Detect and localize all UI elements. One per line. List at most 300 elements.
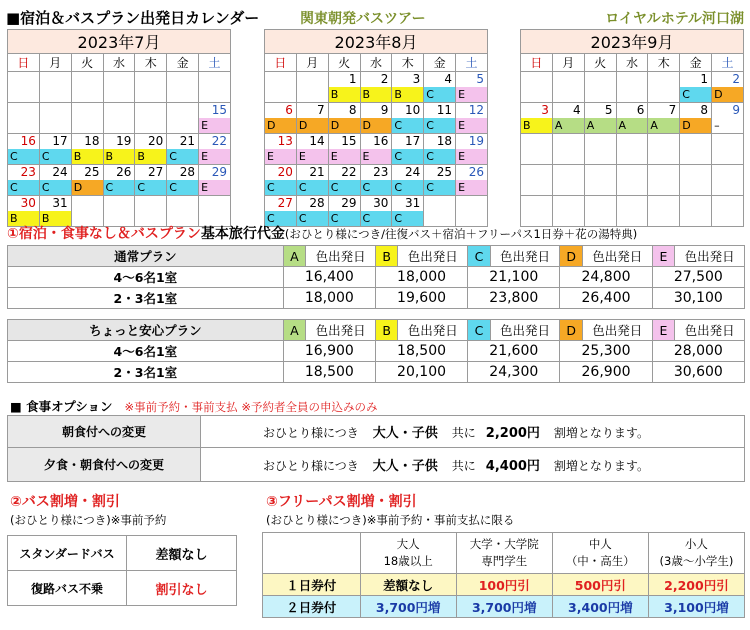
- calendar-empty-day: [265, 72, 297, 103]
- color-swatch-e: E: [652, 246, 675, 267]
- departure-color-code: E: [361, 149, 392, 164]
- meal-post: 割増となります。: [553, 426, 649, 440]
- freepass-note: (おひとり様につき)※事前予約・事前支払に限る: [266, 513, 515, 527]
- day-number: 18: [84, 134, 100, 148]
- day-number: 12: [468, 103, 484, 117]
- day-number: 6: [636, 103, 645, 117]
- day-number: 8: [700, 103, 709, 117]
- calendar-day[interactable]: [103, 165, 135, 196]
- freepass-row: [263, 574, 745, 596]
- calendar-empty-day: [8, 103, 40, 134]
- meal-title-label: ■ 食事オプション: [10, 399, 113, 414]
- hotel-name: ロイヤルホテル河口湖: [605, 11, 744, 27]
- day-number: 15: [341, 134, 357, 148]
- calendar-day[interactable]: [648, 103, 680, 134]
- calendar-day[interactable]: [8, 196, 40, 227]
- day-number: 30: [373, 196, 389, 210]
- day-number: 25: [84, 165, 100, 179]
- calendar-day[interactable]: [360, 72, 392, 103]
- day-number: 31: [404, 196, 421, 210]
- calendar-day[interactable]: [296, 103, 328, 134]
- departure-color-code: E: [297, 149, 328, 164]
- calendar-empty-day: [167, 72, 199, 103]
- day-number: 31: [52, 196, 68, 210]
- price-a: 18,500: [283, 362, 375, 383]
- day-number: 22: [211, 134, 227, 148]
- calendar-empty-day: [616, 196, 648, 227]
- departure-color-code: C: [40, 149, 71, 164]
- departure-color-code: B: [392, 87, 423, 102]
- calendar-1: [7, 29, 231, 227]
- day-number: 16: [373, 134, 389, 148]
- color-departure-label: 色出発日: [398, 246, 468, 267]
- calendar-empty-day: [648, 134, 680, 165]
- calendar-month-title: 2023年7月: [8, 30, 231, 54]
- color-departure-label: 色出発日: [675, 320, 745, 341]
- meal-option-detail: [201, 416, 745, 448]
- calendar-day[interactable]: [584, 103, 616, 134]
- calendar-day[interactable]: [39, 134, 71, 165]
- freepass-head-line2: （中・高生）: [565, 554, 635, 568]
- calendar-day[interactable]: [521, 103, 553, 134]
- price-c: 24,300: [468, 362, 560, 383]
- departure-color-code: C: [424, 180, 455, 195]
- departure-color-code: E: [329, 149, 360, 164]
- day-number: 3: [541, 103, 549, 117]
- color-departure-label: 色出発日: [306, 320, 376, 341]
- calendar-empty-day: [680, 165, 712, 196]
- departure-color-code: C: [424, 87, 455, 102]
- calendar-3: [520, 29, 744, 227]
- calendar-day[interactable]: [135, 134, 167, 165]
- color-swatch-b: B: [375, 320, 398, 341]
- departure-color-code: C: [40, 180, 71, 195]
- departure-color-code: D: [265, 118, 296, 133]
- calendar-day[interactable]: [360, 165, 392, 196]
- freepass-value: 2,200円引: [648, 574, 744, 596]
- calendar-empty-day: [103, 72, 135, 103]
- price-d: 25,300: [560, 341, 652, 362]
- calendars: [7, 29, 747, 225]
- departure-color-code: C: [329, 211, 360, 226]
- day-number: 23: [373, 165, 389, 179]
- color-swatch-a: A: [283, 320, 306, 341]
- day-number: 2: [380, 72, 389, 86]
- freepass-value: 3,700円増: [456, 596, 552, 618]
- day-number: 23: [20, 165, 36, 179]
- day-number: 29: [211, 165, 227, 179]
- departure-color-code: E: [456, 118, 487, 133]
- departure-color-code: C: [8, 180, 39, 195]
- departure-color-code: C: [680, 87, 711, 102]
- departure-color-code: D: [329, 118, 360, 133]
- departure-color-code: A: [585, 118, 616, 133]
- color-swatch-d: D: [560, 320, 583, 341]
- day-number: 26: [116, 165, 132, 179]
- freepass-head: [552, 533, 648, 574]
- calendar-day[interactable]: [167, 165, 199, 196]
- day-number: 21: [309, 165, 325, 179]
- calendar-day[interactable]: [199, 165, 231, 196]
- calendar-2: [264, 29, 488, 227]
- price-e: 30,600: [652, 362, 744, 383]
- day-number: 21: [179, 134, 196, 148]
- calendar-day[interactable]: [392, 134, 424, 165]
- meal-mid: 共に: [451, 459, 476, 473]
- calendar-day[interactable]: [265, 103, 297, 134]
- calendar-empty-day: [616, 134, 648, 165]
- day-number: 1: [700, 72, 709, 86]
- calendar-day[interactable]: [456, 72, 488, 103]
- departure-color-code: C: [8, 149, 39, 164]
- freepass-head: [648, 533, 744, 574]
- calendar-day[interactable]: [328, 72, 360, 103]
- departure-color-code: E: [456, 87, 487, 102]
- weekday-label: 土: [712, 54, 744, 72]
- color-departure-label: 色出発日: [490, 246, 560, 267]
- weekday-label: 水: [103, 54, 135, 72]
- calendar-day[interactable]: [328, 196, 360, 227]
- calendar-empty-day: [103, 103, 135, 134]
- departure-color-code: C: [265, 211, 296, 226]
- bus-row: [8, 571, 237, 606]
- price-b: 18,500: [375, 341, 467, 362]
- calendar-day[interactable]: [424, 165, 456, 196]
- calendar-day[interactable]: [135, 165, 167, 196]
- bus-option-label: スタンダードバス: [8, 536, 127, 571]
- freepass-value: 3,100円増: [648, 596, 744, 618]
- room-type: 2・3名1室: [8, 362, 284, 383]
- color-swatch-e: E: [652, 320, 675, 341]
- day-number: 7: [317, 103, 325, 117]
- calendar-empty-day: [552, 165, 584, 196]
- calendar-day[interactable]: [456, 165, 488, 196]
- meal-price: 4,400円: [485, 459, 540, 474]
- meal-who: 大人・子供: [372, 459, 438, 474]
- day-number: 28: [179, 165, 196, 179]
- section1-title-note: (おひとり様につき/往復バス＋宿泊＋フリーパス1日券＋花の湯特典): [284, 227, 638, 241]
- bus-option-value: 差額なし: [127, 536, 237, 571]
- day-number: 4: [573, 103, 581, 117]
- calendar-empty-day: [680, 134, 712, 165]
- meal-title: [10, 397, 377, 415]
- day-number: 3: [412, 72, 421, 86]
- day-number: 24: [404, 165, 421, 179]
- calendar-day[interactable]: [8, 134, 40, 165]
- weekday-label: 木: [135, 54, 167, 72]
- freepass-row: [263, 596, 745, 618]
- price-a: 18,000: [283, 288, 375, 309]
- day-number: 14: [309, 134, 325, 148]
- plan-name: ちょっと安心プラン: [8, 320, 284, 341]
- calendar-day[interactable]: [392, 103, 424, 134]
- freepass-head-line1: 大学・大学院: [469, 537, 539, 551]
- bus-option-value: 割引なし: [127, 571, 237, 606]
- color-departure-label: 色出発日: [490, 320, 560, 341]
- departure-color-code: D: [361, 118, 392, 133]
- color-departure-label: 色出発日: [582, 246, 652, 267]
- calendar-day[interactable]: [265, 134, 297, 165]
- section1-title: [7, 223, 637, 243]
- departure-color-code: C: [392, 149, 423, 164]
- color-swatch-c: C: [468, 320, 491, 341]
- calendar-day[interactable]: [392, 72, 424, 103]
- day-number: 25: [436, 165, 453, 179]
- color-swatch-a: A: [283, 246, 306, 267]
- calendar-empty-day: [456, 196, 488, 227]
- departure-color-code: D: [72, 180, 103, 195]
- weekday-label: 月: [39, 54, 71, 72]
- calendar-day[interactable]: [680, 103, 712, 134]
- day-number: 15: [211, 103, 227, 117]
- calendar-empty-day: [552, 72, 584, 103]
- departure-color-code: E: [456, 149, 487, 164]
- price-d: 26,900: [560, 362, 652, 383]
- calendar-day[interactable]: [71, 165, 103, 196]
- calendar-empty-day: [71, 103, 103, 134]
- departure-color-code: C: [361, 211, 392, 226]
- page-title: ■宿泊＆バスプラン出発日カレンダー: [6, 9, 260, 27]
- price-b: 20,100: [375, 362, 467, 383]
- color-departure-label: 色出発日: [398, 320, 468, 341]
- calendar-day[interactable]: [39, 196, 71, 227]
- weekday-label: 月: [552, 54, 584, 72]
- calendar-day[interactable]: [424, 134, 456, 165]
- calendar-day[interactable]: [296, 134, 328, 165]
- price-d: 26,400: [560, 288, 652, 309]
- calendar-day[interactable]: [71, 134, 103, 165]
- weekday-label: 金: [680, 54, 712, 72]
- day-number: 27: [147, 165, 164, 179]
- calendar-empty-day: [39, 72, 71, 103]
- calendar-empty-day: [167, 196, 199, 227]
- calendar-month-title: 2023年9月: [521, 30, 744, 54]
- calendar-day[interactable]: [328, 103, 360, 134]
- day-number: 20: [147, 134, 164, 148]
- calendar-empty-day: [71, 72, 103, 103]
- departure-color-code: C: [424, 118, 455, 133]
- calendar-day[interactable]: [103, 134, 135, 165]
- calendar-day[interactable]: [424, 72, 456, 103]
- bus-row: [8, 536, 237, 571]
- calendar-empty-day: [199, 72, 231, 103]
- meal-price: 2,200円: [485, 426, 540, 441]
- bus-title: ②バス割増・割引: [10, 494, 120, 510]
- departure-color-code: C: [329, 180, 360, 195]
- freepass-title: ③フリーパス割増・割引: [266, 494, 417, 510]
- tour-subtitle: 関東朝発バスツアー: [300, 11, 426, 27]
- freepass-head-line1: 大人: [396, 537, 420, 551]
- weekday-label: 火: [71, 54, 103, 72]
- freepass-head-line2: 18歳以上: [383, 554, 433, 568]
- calendar-day[interactable]: [360, 103, 392, 134]
- calendar-day[interactable]: [456, 134, 488, 165]
- day-number: 1: [348, 72, 357, 86]
- day-number: 8: [348, 103, 357, 117]
- departure-color-code: E: [199, 180, 230, 195]
- room-type: 4～6名1室: [8, 341, 284, 362]
- departure-color-code: B: [8, 211, 39, 226]
- price-c: 21,100: [468, 267, 560, 288]
- day-number: 17: [404, 134, 421, 148]
- freepass-row-label: １日券付: [263, 574, 361, 596]
- calendar-day[interactable]: [552, 103, 584, 134]
- calendar-empty-day: [135, 196, 167, 227]
- section1-title-red: ①宿泊・食事なし＆バスプラン: [7, 226, 201, 242]
- room-type: 4～6名1室: [8, 267, 284, 288]
- calendar-day[interactable]: [328, 134, 360, 165]
- day-number: 19: [116, 134, 132, 148]
- color-swatch-d: D: [560, 246, 583, 267]
- departure-color-code: C: [167, 149, 198, 164]
- day-number: 9: [380, 103, 389, 117]
- day-number: 29: [341, 196, 357, 210]
- day-number: 4: [444, 72, 453, 86]
- departure-color-code: C: [297, 211, 328, 226]
- calendar-empty-day: [584, 165, 616, 196]
- calendar-empty-day: [199, 196, 231, 227]
- calendar-empty-day: [135, 72, 167, 103]
- calendar-day[interactable]: [265, 165, 297, 196]
- freepass-head: [360, 533, 456, 574]
- calendar-day[interactable]: [360, 134, 392, 165]
- departure-color-code: B: [72, 149, 103, 164]
- departure-color-code: C: [135, 180, 166, 195]
- calendar-empty-day: [39, 103, 71, 134]
- calendar-empty-day: [103, 196, 135, 227]
- freepass-value: 3,400円増: [552, 596, 648, 618]
- price-b: 19,600: [375, 288, 467, 309]
- day-number: 9: [732, 103, 740, 117]
- calendar-empty-day: [521, 72, 553, 103]
- freepass-value: 3,700円増: [360, 596, 456, 618]
- calendar-day[interactable]: [265, 196, 297, 227]
- meal-who: 大人・子供: [372, 426, 438, 441]
- calendar-day[interactable]: [167, 134, 199, 165]
- departure-color-code: C: [424, 149, 455, 164]
- departure-color-code: C: [297, 180, 328, 195]
- price-e: 27,500: [652, 267, 744, 288]
- calendar-empty-day: [616, 165, 648, 196]
- calendar-empty-day: [584, 72, 616, 103]
- day-number: 16: [20, 134, 36, 148]
- weekday-label: 水: [616, 54, 648, 72]
- calendar-empty-day: [584, 134, 616, 165]
- price-a: 16,900: [283, 341, 375, 362]
- day-number: 10: [404, 103, 421, 117]
- departure-color-code: E: [456, 180, 487, 195]
- day-number: 2: [732, 72, 740, 86]
- plan-name: 通常プラン: [8, 246, 284, 267]
- calendar-empty-day: [135, 103, 167, 134]
- departure-color-code: C: [392, 211, 423, 226]
- weekday-label: 木: [648, 54, 680, 72]
- calendar-day[interactable]: [296, 165, 328, 196]
- bus-table: [7, 535, 237, 606]
- departure-color-code: B: [135, 149, 166, 164]
- calendar-day[interactable]: [392, 196, 424, 227]
- calendar-empty-day: [712, 165, 744, 196]
- calendar-day[interactable]: [39, 165, 71, 196]
- calendar-day[interactable]: [680, 72, 712, 103]
- departure-color-code: B: [361, 87, 392, 102]
- calendar-empty-day: [8, 72, 40, 103]
- calendar-empty-day: [680, 196, 712, 227]
- calendar-day[interactable]: [712, 103, 744, 134]
- departure-color-code: E: [199, 149, 230, 164]
- day-number: 28: [309, 196, 325, 210]
- section1-title-black: 基本旅行代金: [200, 226, 285, 242]
- calendar-empty-day: [71, 196, 103, 227]
- color-departure-label: 色出発日: [582, 320, 652, 341]
- color-swatch-b: B: [375, 246, 398, 267]
- meal-pre: おひとり様につき: [263, 459, 359, 473]
- day-number: 26: [468, 165, 484, 179]
- meal-row: [8, 416, 745, 448]
- freepass-head: [456, 533, 552, 574]
- day-number: 17: [52, 134, 68, 148]
- departure-color-code: C: [361, 180, 392, 195]
- weekday-label: 火: [584, 54, 616, 72]
- departure-color-code: C: [167, 180, 198, 195]
- calendar-empty-day: [521, 196, 553, 227]
- freepass-corner: [263, 533, 361, 574]
- weekday-label: 日: [521, 54, 553, 72]
- calendar-day[interactable]: [616, 103, 648, 134]
- freepass-head-line1: 小人: [684, 537, 708, 551]
- meal-row: [8, 448, 745, 482]
- freepass-row-label: ２日券付: [263, 596, 361, 618]
- meal-note: ※事前予約・事前支払 ※予約者全員の申込みのみ: [124, 400, 378, 414]
- calendar-day[interactable]: [328, 165, 360, 196]
- price-e: 30,100: [652, 288, 744, 309]
- weekday-label: 金: [424, 54, 456, 72]
- departure-color-code: B: [40, 211, 71, 226]
- price-d: 24,800: [560, 267, 652, 288]
- day-number: 7: [668, 103, 677, 117]
- departure-color-code: A: [617, 118, 648, 133]
- day-number: 20: [277, 165, 293, 179]
- calendar-day[interactable]: [360, 196, 392, 227]
- departure-color-code: A: [553, 118, 584, 133]
- day-number: 6: [285, 103, 293, 117]
- price-b: 18,000: [375, 267, 467, 288]
- calendar-empty-day: [616, 72, 648, 103]
- meal-post: 割増となります。: [553, 459, 649, 473]
- weekday-label: 火: [328, 54, 360, 72]
- departure-color-code: E: [265, 149, 296, 164]
- calendar-day[interactable]: [296, 196, 328, 227]
- calendar-day[interactable]: [712, 72, 744, 103]
- meal-pre: おひとり様につき: [263, 426, 359, 440]
- weekday-label: 日: [8, 54, 40, 72]
- meal-table: [7, 415, 745, 482]
- calendar-day[interactable]: [424, 103, 456, 134]
- calendar-day[interactable]: [199, 103, 231, 134]
- calendar-empty-day: [167, 103, 199, 134]
- day-number: 5: [476, 72, 484, 86]
- color-departure-label: 色出発日: [306, 246, 376, 267]
- freepass-value: 100円引: [456, 574, 552, 596]
- calendar-day[interactable]: [8, 165, 40, 196]
- weekday-label: 日: [265, 54, 297, 72]
- freepass-head-line2: (3歳～小学生): [659, 554, 734, 568]
- calendar-day[interactable]: [456, 103, 488, 134]
- calendar-day[interactable]: [199, 134, 231, 165]
- bus-note: (おひとり様につき)※事前予約: [10, 513, 167, 527]
- calendar-day[interactable]: [392, 165, 424, 196]
- calendar-empty-day: [521, 165, 553, 196]
